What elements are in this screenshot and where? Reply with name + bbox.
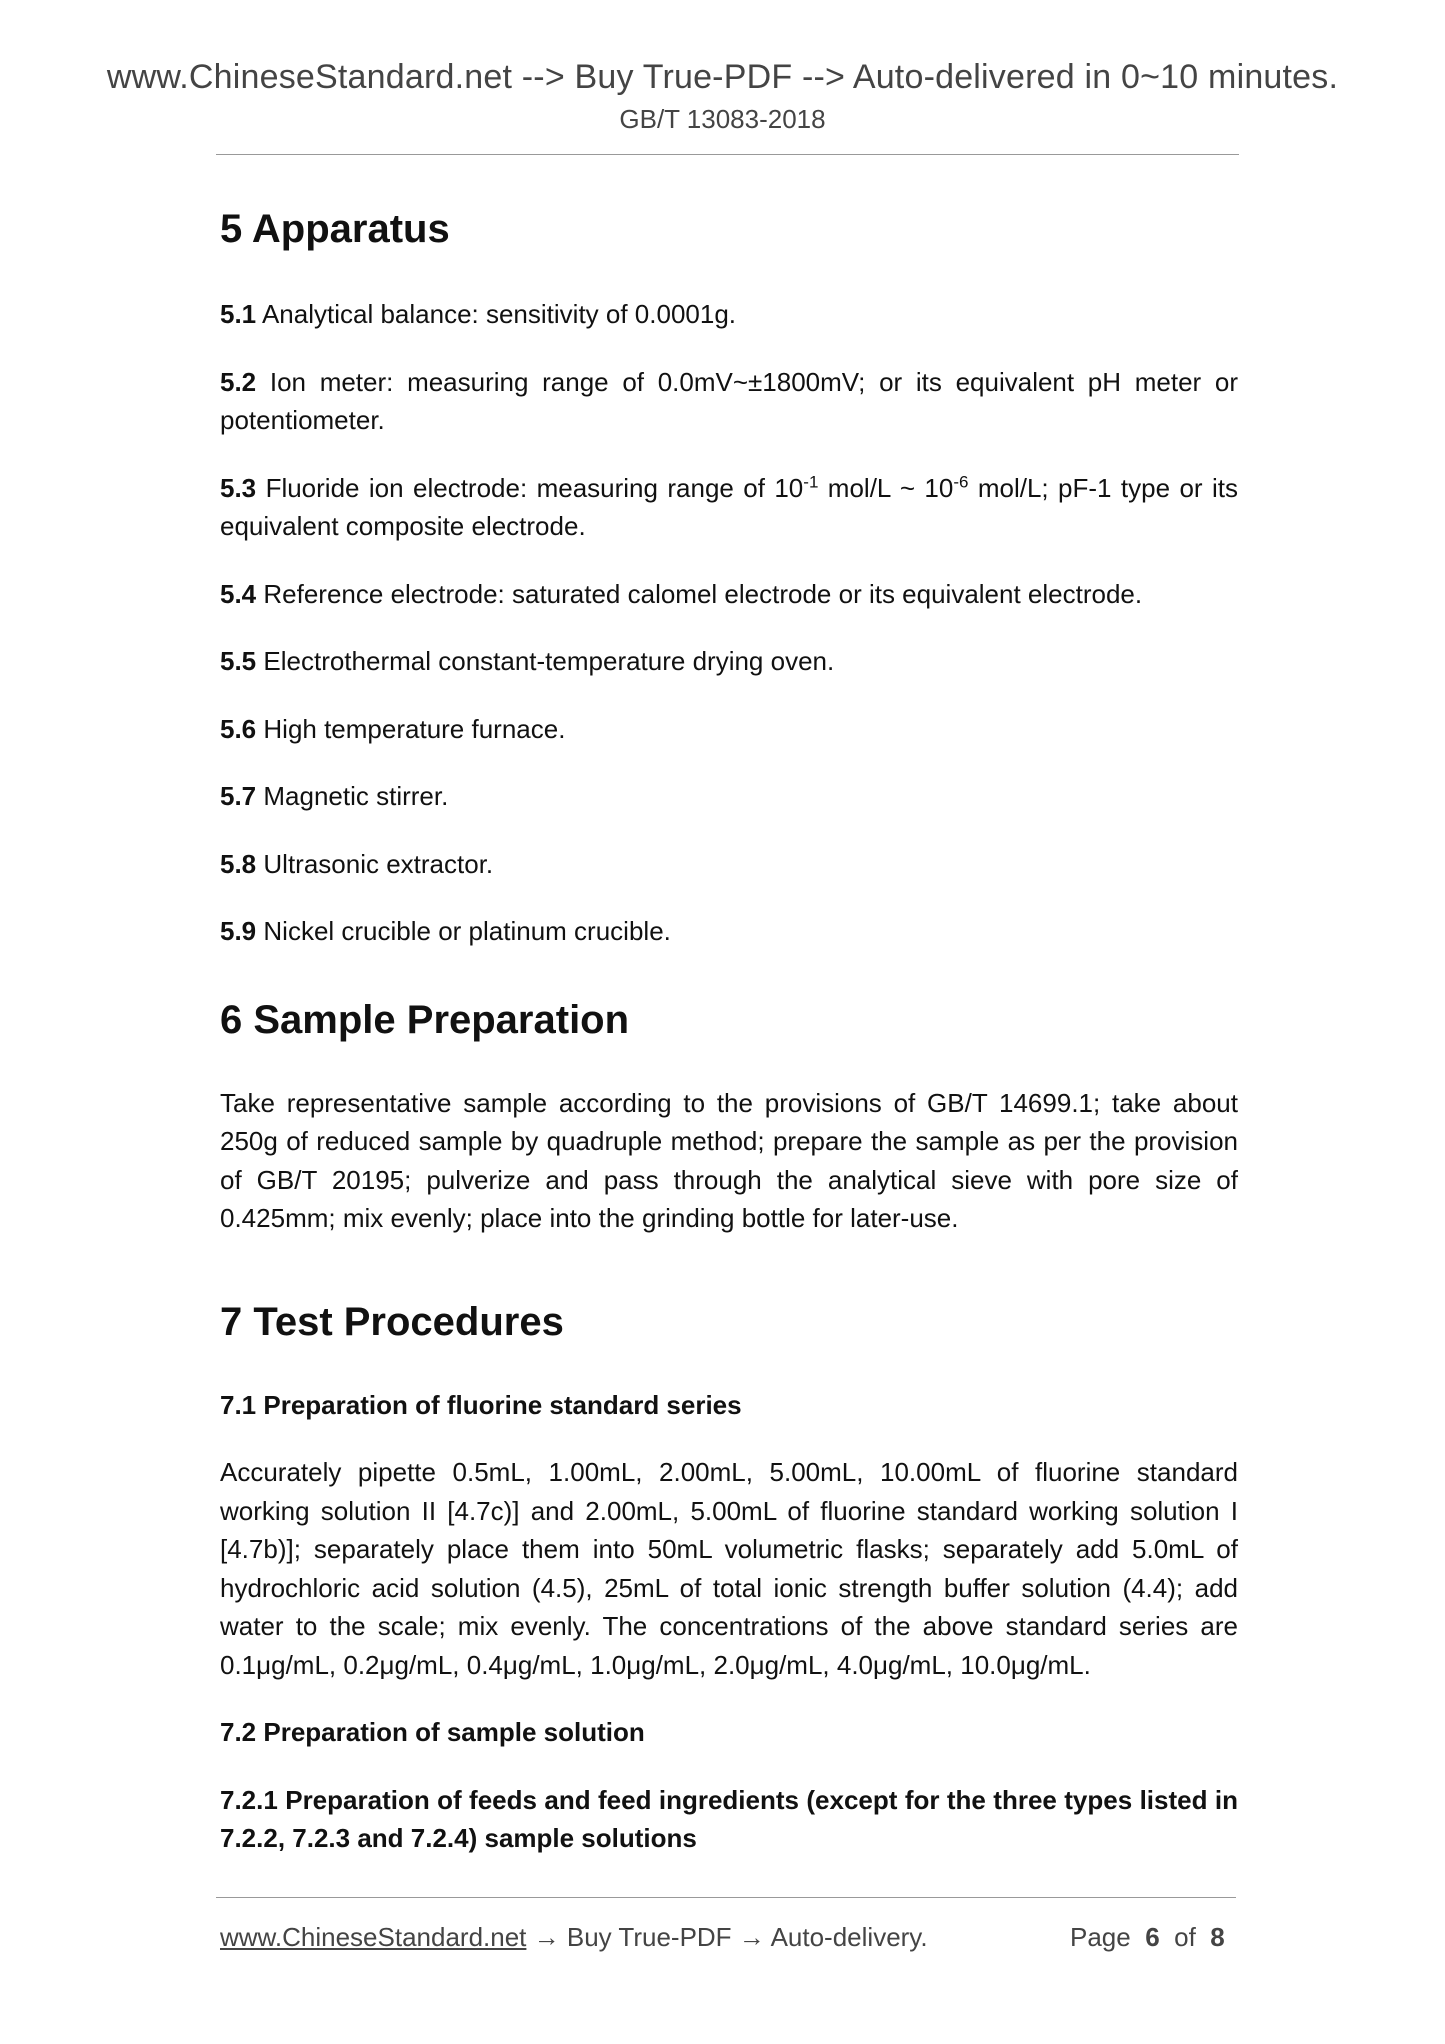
clause-text: Magnetic stirrer. (263, 781, 449, 811)
of-label: of (1174, 1922, 1196, 1952)
clause-text-a: Fluoride ion electrode: measuring range of 10 (265, 472, 804, 503)
clause-number: 5.9 (220, 916, 257, 946)
standard-code: GB/T 13083-2018 (619, 104, 826, 134)
clause-5-5 (220, 642, 1238, 681)
page-content (220, 205, 1238, 1858)
header-banner: www.ChineseStandard.net --> Buy True-PDF --> Auto-delivered in 0~10 minutes. (106, 58, 1339, 96)
section-6-heading: 6 Sample Preparation (220, 997, 630, 1042)
page-total: 8 (1210, 1922, 1225, 1952)
page-number: 6 (1145, 1922, 1160, 1952)
superscript: -1 (803, 471, 819, 491)
clause-number: 5.5 (220, 646, 257, 676)
clause-text-c: mol/L; pF-1 type or its equivalent composite electrode. (220, 472, 1238, 541)
clause-7-1-body: Accurately pipette 0.5mL, 1.00mL, 2.00mL, 5.00mL, 10.00mL of fluorine standard working solution II [4.7c)] and 2.00mL, 5.00mL of fluorine standard working solution I [4.7b)]; separately place them into 50mL volumetric flasks; separately add 5.0mL of hydrochloric acid solution (4.5), 25mL of total ionic strength buffer solution (4.4); add water to the scale; mix evenly. The concentrations of the above standard series are 0.1μg/mL, 0.2μg/mL, 0.4μg/mL, 1.0μg/mL, 2.0μg/mL, 4.0μg/mL, 10.0μg/mL. (220, 1457, 1238, 1680)
footer-promo-text: → Buy True-PDF → Auto-delivery. (526, 1922, 928, 1952)
clause-number: 5.7 (220, 781, 257, 811)
page-label: Page (1070, 1922, 1131, 1952)
clause-number: 5.6 (220, 713, 257, 744)
footer-divider (216, 1897, 1236, 1898)
clause-number: 5.3 (220, 472, 257, 503)
clause-number: 5.1 (220, 299, 257, 329)
clause-5-1 (220, 295, 1238, 334)
clause-5-3 (220, 469, 1238, 546)
clause-7-2-heading: 7.2 Preparation of sample solution (220, 1717, 645, 1747)
clause-5-9 (220, 912, 1238, 951)
page-indicator (1070, 1922, 1225, 1953)
clause-number: 5.2 (220, 366, 257, 397)
clause-number: 5.4 (220, 578, 257, 609)
clause-5-7 (220, 777, 1238, 816)
superscript: -6 (953, 471, 969, 491)
clause-5-8 (220, 845, 1238, 884)
section-6-body: Take representative sample according to the provisions of GB/T 14699.1; take about 250g of reduced sample by quadruple method; prepare the sample as per the provision of GB/T 20195; pulverize and pass through the analytical sieve with pore size of 0.425mm; mix evenly; place into the grinding bottle for later-use. (220, 1087, 1238, 1233)
footer-promo (220, 1922, 928, 1953)
section-5-heading: 5 Apparatus (220, 207, 450, 251)
clause-7-2-1-heading: 7.2.1 Preparation of feeds and feed ingredients (except for the three types listed in 7.2.2, 7.2.3 and 7.2.4) sample solutions (220, 1784, 1238, 1853)
footer-site-link[interactable]: www.ChineseStandard.net (220, 1922, 527, 1952)
header-divider (216, 154, 1239, 155)
clause-text: Electrothermal constant-temperature drying oven. (263, 646, 835, 676)
clause-5-6 (220, 710, 1238, 749)
clause-text: High temperature furnace. (263, 713, 566, 744)
clause-text: Analytical balance: sensitivity of 0.0001g. (261, 299, 737, 329)
clause-text: Nickel crucible or platinum crucible. (263, 916, 671, 946)
clause-number: 5.8 (220, 848, 257, 879)
clause-text: Ion meter: measuring range of 0.0mV~±1800mV; or its equivalent pH meter or potentiometer. (220, 366, 1238, 435)
clause-5-2 (220, 363, 1238, 440)
clause-text-b: mol/L ~ 10 (818, 472, 954, 503)
clause-text: Ultrasonic extractor. (263, 848, 494, 879)
clause-7-1-heading: 7.1 Preparation of fluorine standard series (220, 1389, 742, 1420)
clause-text: Reference electrode: saturated calomel electrode or its equivalent electrode. (263, 578, 1143, 609)
section-7-heading: 7 Test Procedures (220, 1299, 564, 1344)
clause-5-4 (220, 575, 1238, 614)
